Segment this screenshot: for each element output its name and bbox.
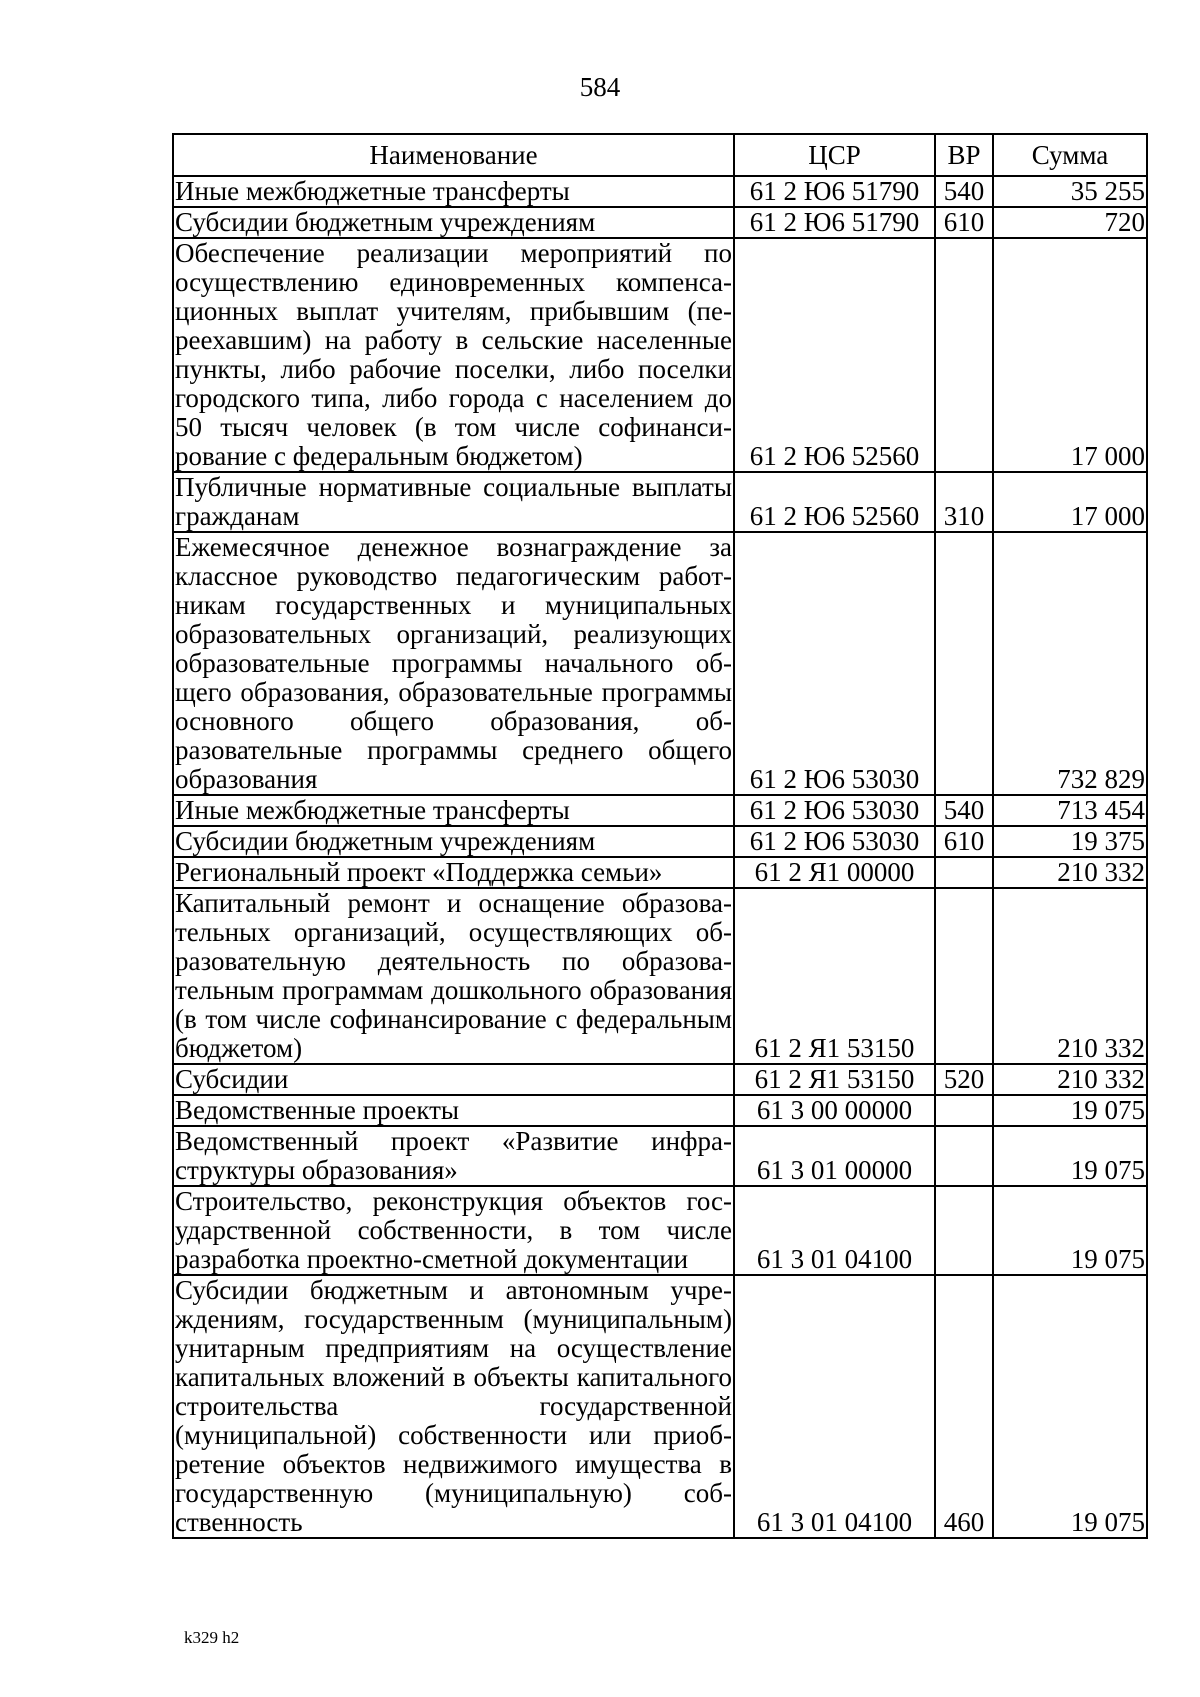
- row-sum: 19 375: [993, 826, 1147, 857]
- table-row: [173, 472, 1147, 532]
- row-vr: [935, 238, 993, 472]
- table-row: [173, 532, 1147, 795]
- table-header-row: [173, 134, 1147, 176]
- row-vr: [935, 1186, 993, 1275]
- row-name: Субсидии: [173, 1064, 734, 1095]
- row-name: Обеспечение реализации мероприятий по осуществлению единовременных компенсационных выплат учителям, прибывшим (переехавшим) на работу в сельские населенные пункты, либо рабочие поселки, либо поселки городского типа, либо города с населением до 50 тысяч человек (в том числе софинансирование с федеральным бюджетом): [175, 238, 732, 471]
- row-sum: 210 332: [993, 857, 1147, 888]
- row-vr: 610: [935, 826, 993, 857]
- row-name: Ведомственный проект «Развитие инфраструктуры образования»: [175, 1126, 732, 1185]
- row-sum: 720: [993, 207, 1147, 238]
- header-vr: ВР: [935, 134, 993, 176]
- row-sum: 713 454: [993, 795, 1147, 826]
- row-csr: 61 2 Ю6 53030: [734, 795, 935, 826]
- row-csr: 61 3 01 04100: [734, 1186, 935, 1275]
- table-row: [173, 1126, 1147, 1186]
- row-vr: 610: [935, 207, 993, 238]
- row-name: Ежемесячное денежное вознаграждение за классное руководство педагогическим работникам государственных и муниципальных образовательных организаций, реализующих образовательные программы начального общего образования, образовательные программы основного общего образования, образовательные программы среднего общего образования: [175, 532, 732, 794]
- table-row: [173, 1186, 1147, 1275]
- row-sum: 19 075: [993, 1275, 1147, 1538]
- row-sum: 19 075: [993, 1095, 1147, 1126]
- row-csr: 61 2 Я1 53150: [734, 1064, 935, 1095]
- row-vr: [935, 532, 993, 795]
- row-vr: 540: [935, 795, 993, 826]
- header-sum: Сумма: [993, 134, 1147, 176]
- row-name: Субсидии бюджетным учреждениям: [173, 826, 734, 857]
- row-csr: 61 2 Ю6 51790: [734, 207, 935, 238]
- row-csr: 61 2 Ю6 53030: [734, 826, 935, 857]
- row-name: Иные межбюджетные трансферты: [173, 176, 734, 207]
- row-sum: 17 000: [993, 472, 1147, 532]
- table-row: [173, 1095, 1147, 1126]
- row-csr: 61 2 Ю6 51790: [734, 176, 935, 207]
- row-vr: 310: [935, 472, 993, 532]
- row-name: Субсидии бюджетным учреждениям: [173, 207, 734, 238]
- row-name: Строительство, реконструкция объектов государственной собственности, в том числе разработка проектно-сметной документации: [175, 1186, 732, 1274]
- row-sum: 35 255: [993, 176, 1147, 207]
- row-vr: [935, 1095, 993, 1126]
- row-csr: 61 2 Ю6 52560: [734, 472, 935, 532]
- row-sum: 19 075: [993, 1186, 1147, 1275]
- row-csr: 61 2 Я1 53150: [734, 888, 935, 1064]
- row-vr: 460: [935, 1275, 993, 1538]
- budget-table: [172, 133, 1148, 1539]
- row-sum: 210 332: [993, 888, 1147, 1064]
- row-name: Иные межбюджетные трансферты: [173, 795, 734, 826]
- row-sum: 732 829: [993, 532, 1147, 795]
- row-sum: 210 332: [993, 1064, 1147, 1095]
- header-csr: ЦСР: [734, 134, 935, 176]
- page-number: 584: [579, 72, 621, 102]
- row-csr: 61 3 01 04100: [734, 1275, 935, 1538]
- table-row: [173, 1275, 1147, 1538]
- table-row: [173, 1064, 1147, 1095]
- row-sum: 17 000: [993, 238, 1147, 472]
- row-name: Региональный проект «Поддержка семьи»: [173, 857, 734, 888]
- row-sum: 19 075: [993, 1126, 1147, 1186]
- row-vr: [935, 1126, 993, 1186]
- table-row: [173, 826, 1147, 857]
- table-row: [173, 238, 1147, 472]
- table-row: [173, 857, 1147, 888]
- row-name: Ведомственные проекты: [173, 1095, 734, 1126]
- row-csr: 61 2 Я1 00000: [734, 857, 935, 888]
- row-csr: 61 3 00 00000: [734, 1095, 935, 1126]
- header-name: Наименование: [173, 134, 734, 176]
- row-csr: 61 2 Ю6 52560: [734, 238, 935, 472]
- row-vr: [935, 857, 993, 888]
- row-csr: 61 3 01 00000: [734, 1126, 935, 1186]
- table-row: [173, 207, 1147, 238]
- row-name: Публичные нормативные социальные выплаты гражданам: [175, 472, 732, 531]
- row-vr: 520: [935, 1064, 993, 1095]
- table-row: [173, 888, 1147, 1064]
- row-name: Субсидии бюджетным и автономным учреждениям, государственным (муниципальным) унитарным предприятиям на осуществление капитальных вложений в объекты капитального строительства государственной (муниципальной) собственности или приобретение объектов недвижимого имущества в государственную (муниципальную) собственность: [175, 1275, 732, 1537]
- table-row: [173, 176, 1147, 207]
- row-vr: [935, 888, 993, 1064]
- footer-code: k329 h2: [184, 1628, 240, 1647]
- row-csr: 61 2 Ю6 53030: [734, 532, 935, 795]
- row-name: Капитальный ремонт и оснащение образовательных организаций, осуществляющих образовательную деятельность по образовательным программам дошкольного образования (в том числе софинансирование с федеральным бюджетом): [175, 888, 732, 1063]
- table-row: [173, 795, 1147, 826]
- row-vr: 540: [935, 176, 993, 207]
